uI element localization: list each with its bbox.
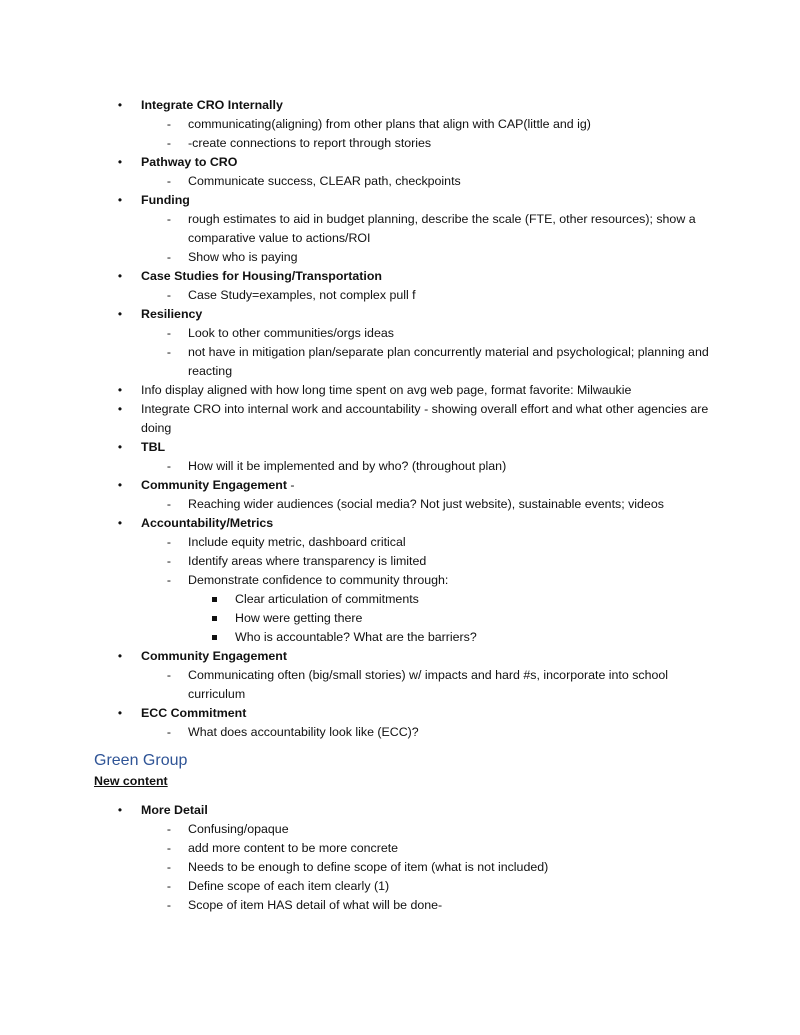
sub-item <box>0 172 800 191</box>
item-title: Resiliency <box>141 307 203 321</box>
sub-sub-item <box>0 609 800 628</box>
dash-icon: - <box>166 668 172 682</box>
dash-icon: - <box>166 497 172 511</box>
sub-item-text: rough estimates to aid in budget planning, describe the scale (FTE, other resources); show a comparative value to actions/ROI <box>188 212 696 245</box>
square-bullet-icon <box>212 597 217 602</box>
bullet-icon: • <box>117 307 123 321</box>
bullet-icon: • <box>117 383 123 397</box>
dash-icon: - <box>166 288 172 302</box>
dash-icon: - <box>166 898 172 912</box>
sub-item-text: Include equity metric, dashboard critical <box>188 535 406 549</box>
sub-item-text: Communicate success, CLEAR path, checkpoints <box>188 174 461 188</box>
bullet-icon: • <box>117 478 123 492</box>
list-item <box>0 476 800 495</box>
dash-icon: - <box>166 345 172 359</box>
sub-sub-item-text: Clear articulation of commitments <box>235 592 419 606</box>
item-title: More Detail <box>141 803 208 817</box>
list-item <box>0 381 800 400</box>
sub-item-text: -create connections to report through stories <box>188 136 432 150</box>
dash-icon: - <box>166 535 172 549</box>
bullet-icon: • <box>117 269 123 283</box>
bullet-icon: • <box>117 440 123 454</box>
dash-icon: - <box>166 117 172 131</box>
document-page <box>0 96 800 915</box>
item-title: Accountability/Metrics <box>141 516 274 530</box>
item-title: Community Engagement <box>141 649 287 663</box>
sub-item <box>0 666 800 704</box>
sub-sub-item-text: Who is accountable? What are the barriers? <box>235 630 477 644</box>
item-title: Funding <box>141 193 190 207</box>
dash-icon: - <box>166 174 172 188</box>
list-item <box>0 438 800 457</box>
sub-item-text: Reaching wider audiences (social media? Not just website), sustainable events; videos <box>188 497 664 511</box>
list-item <box>0 191 800 210</box>
list-item <box>0 305 800 324</box>
sub-item <box>0 820 800 839</box>
sub-item-text: Look to other communities/orgs ideas <box>188 326 394 340</box>
sub-item-text: Identify areas where transparency is limited <box>188 554 427 568</box>
dash-icon: - <box>166 860 172 874</box>
sub-item <box>0 324 800 343</box>
dash-icon: - <box>166 554 172 568</box>
dash-icon: - <box>166 725 172 739</box>
sub-item-text: not have in mitigation plan/separate plan concurrently material and psychological; planning and reacting <box>188 345 709 378</box>
bullet-icon: • <box>117 155 123 169</box>
sub-item-text: Communicating often (big/small stories) w/ impacts and hard #s, incorporate into school curriculum <box>188 668 669 701</box>
bullet-icon: • <box>117 803 123 817</box>
bullet-icon: • <box>117 706 123 720</box>
sub-item-text: Case Study=examples, not complex pull f <box>188 288 416 302</box>
list-item <box>0 704 800 723</box>
square-bullet-icon <box>212 635 217 640</box>
sub-item-text: How will it be implemented and by who? (throughout plan) <box>188 459 507 473</box>
item-title: TBL <box>141 440 166 454</box>
sub-item <box>0 896 800 915</box>
sub-item <box>0 495 800 514</box>
list-item <box>0 96 800 115</box>
dash-icon: - <box>166 841 172 855</box>
list-item <box>0 400 800 438</box>
item-title: Pathway to CRO <box>141 155 238 169</box>
dash-icon: - <box>166 879 172 893</box>
sub-item-text: Needs to be enough to define scope of item (what is not included) <box>188 860 549 874</box>
dash-icon: - <box>166 250 172 264</box>
bullet-icon: • <box>117 649 123 663</box>
dash-icon: - <box>166 459 172 473</box>
item-title: Case Studies for Housing/Transportation <box>141 269 382 283</box>
sub-item-text: Show who is paying <box>188 250 298 264</box>
list-item <box>0 267 800 286</box>
green-group-section <box>0 750 800 791</box>
bullet-icon: • <box>117 402 123 416</box>
list-item <box>0 647 800 666</box>
section-heading: Green Group <box>94 752 188 769</box>
bullet-icon: • <box>117 98 123 112</box>
dash-icon: - <box>166 573 172 587</box>
sub-item <box>0 248 800 267</box>
item-title: ECC Commitment <box>141 706 247 720</box>
item-title: Community Engagement <box>141 478 287 492</box>
dash-icon: - <box>166 326 172 340</box>
sub-item <box>0 723 800 742</box>
sub-item <box>0 115 800 134</box>
sub-item <box>0 210 800 248</box>
sub-item-text: What does accountability look like (ECC)? <box>188 725 419 739</box>
dash-icon: - <box>166 822 172 836</box>
sub-item <box>0 457 800 476</box>
list-item <box>0 801 800 820</box>
square-bullet-icon <box>212 616 217 621</box>
sub-sub-item <box>0 590 800 609</box>
sub-item-text: add more content to be more concrete <box>188 841 399 855</box>
sub-item-text: Confusing/opaque <box>188 822 289 836</box>
item-text: Integrate CRO into internal work and accountability - showing overall effort and what other agencies are doing <box>141 402 709 435</box>
sub-item <box>0 877 800 896</box>
dash-icon: - <box>166 212 172 226</box>
item-title-suffix: - <box>286 478 295 492</box>
sub-item-text: communicating(aligning) from other plans that align with CAP(little and ig) <box>188 117 591 131</box>
bullet-icon: • <box>117 516 123 530</box>
sub-item <box>0 533 800 552</box>
sub-item <box>0 552 800 571</box>
sub-item-text: Define scope of each item clearly (1) <box>188 879 390 893</box>
sub-item <box>0 343 800 381</box>
sub-item <box>0 571 800 590</box>
section-subheading: New content <box>94 774 168 788</box>
sub-item <box>0 839 800 858</box>
dash-icon: - <box>166 136 172 150</box>
item-text: Info display aligned with how long time spent on avg web page, format favorite: Milwaukie <box>141 383 632 397</box>
item-title: Integrate CRO Internally <box>141 98 283 112</box>
sub-sub-item <box>0 628 800 647</box>
list-item <box>0 514 800 533</box>
bullet-icon: • <box>117 193 123 207</box>
sub-item-text: Demonstrate confidence to community through: <box>188 573 449 587</box>
list-item <box>0 153 800 172</box>
sub-item <box>0 286 800 305</box>
sub-item <box>0 858 800 877</box>
sub-item <box>0 134 800 153</box>
sub-item-text: Scope of item HAS detail of what will be done- <box>188 898 443 912</box>
sub-sub-item-text: How were getting there <box>235 611 363 625</box>
